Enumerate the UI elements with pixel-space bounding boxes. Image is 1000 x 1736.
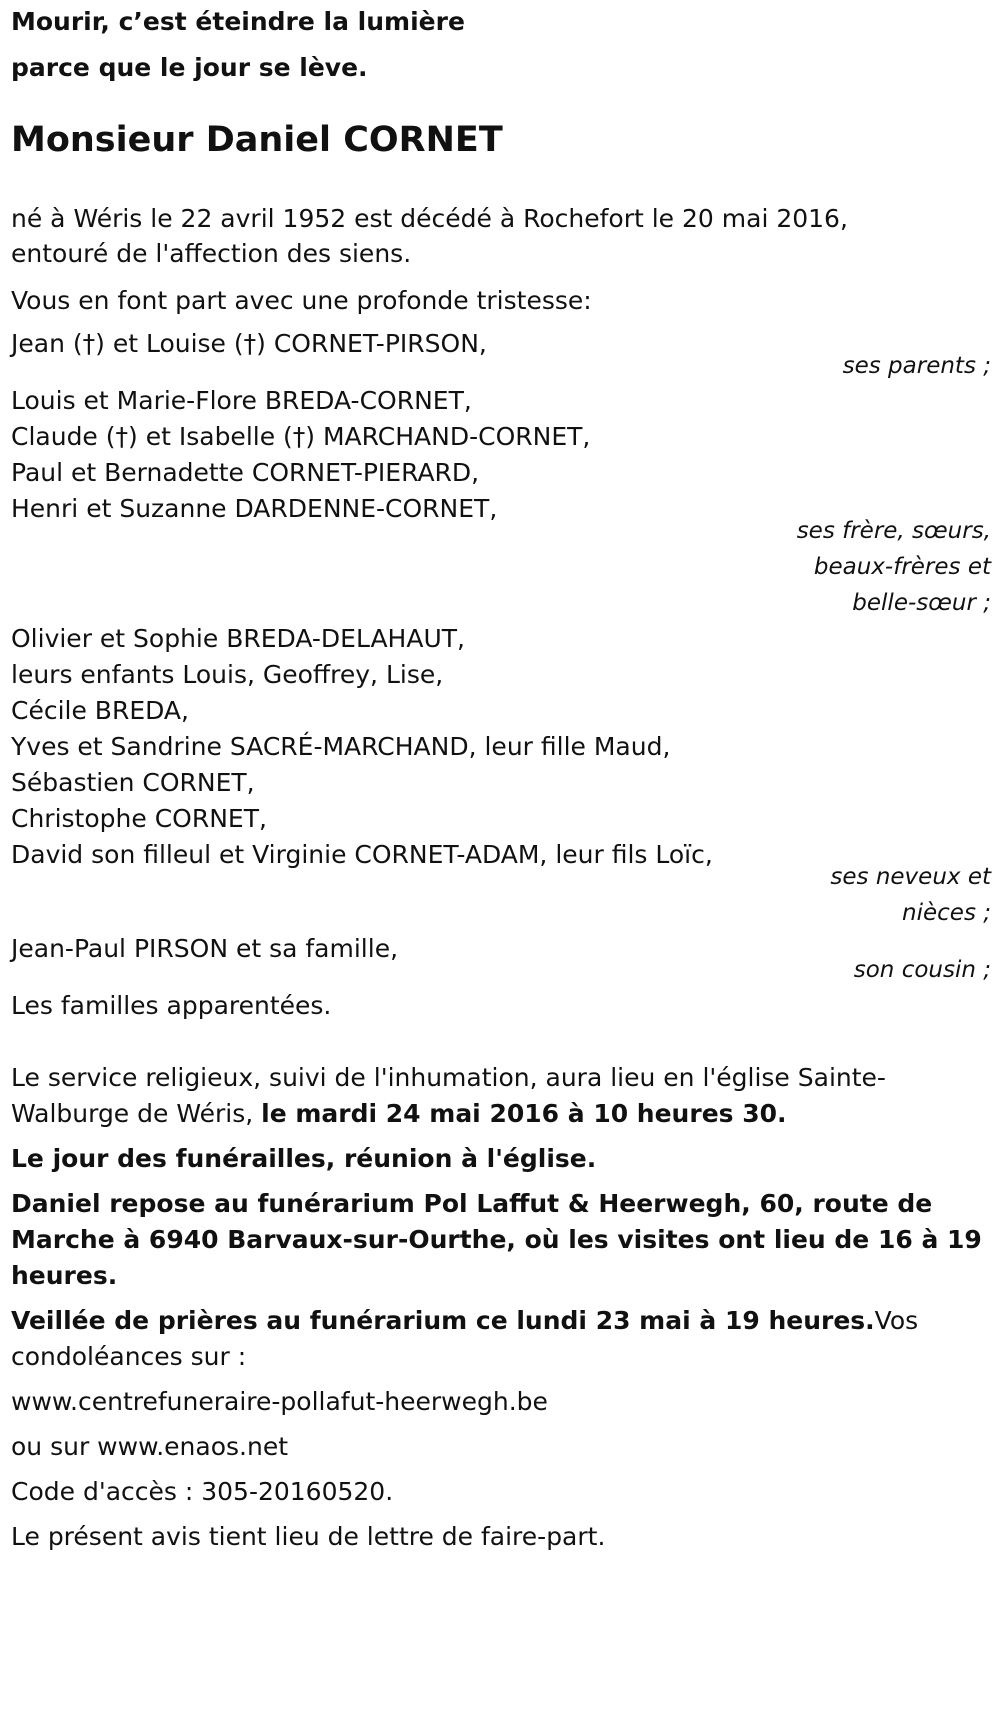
funerarium-line: Marche à 6940 Barvaux-sur-Ourthe, où les visites ont lieu de 16 à 19 xyxy=(11,1225,982,1254)
meeting-line: Le jour des funérailles, réunion à l'église. xyxy=(11,1144,597,1173)
sibling-name: Claude (†) et Isabelle (†) MARCHAND-CORNET, xyxy=(11,422,591,451)
intro-line: né à Wéris le 22 avril 1952 est décédé à Rochefort le 20 mai 2016, xyxy=(11,204,848,233)
funerarium-line: heures. xyxy=(11,1261,118,1290)
website-alt-link[interactable]: ou sur www.enaos.net xyxy=(11,1432,289,1461)
siblings-relation: beaux-frères et xyxy=(813,554,991,580)
nephew-name: Sébastien CORNET, xyxy=(11,768,255,797)
sibling-name: Henri et Suzanne DARDENNE-CORNET, xyxy=(11,494,498,523)
nephew-name: Olivier et Sophie BREDA-DELAHAUT, xyxy=(11,624,465,653)
nephew-name: David son filleul et Virginie CORNET-ADAM, leur fils Loïc, xyxy=(11,840,713,869)
nephew-name: leurs enfants Louis, Geoffrey, Lise, xyxy=(11,660,444,689)
vigil-plain: Vos xyxy=(874,1306,919,1335)
sibling-name: Paul et Bernadette CORNET-PIERARD, xyxy=(11,458,480,487)
parents-name: Jean (†) et Louise (†) CORNET-PIRSON, xyxy=(11,329,487,358)
nephews-relation: nièces ; xyxy=(902,900,991,926)
access-code: Code d'accès : 305-20160520. xyxy=(11,1477,394,1506)
service-place: Walburge de Wéris, xyxy=(11,1099,262,1128)
announce-line: Vous en font part avec une profonde tristesse: xyxy=(11,286,592,315)
funerarium-line: Daniel repose au funérarium Pol Laffut & Heerwegh, 60, route de xyxy=(11,1189,933,1218)
parents-relation: ses parents ; xyxy=(842,353,991,379)
nephews-relation: ses neveux et xyxy=(830,864,991,890)
vigil-line xyxy=(11,1305,918,1337)
service-line xyxy=(11,1098,787,1130)
service-date: le mardi 24 mai 2016 à 10 heures 30. xyxy=(261,1099,787,1128)
epigraph-line: parce que le jour se lève. xyxy=(11,53,368,82)
siblings-relation: belle-sœur ; xyxy=(852,590,991,616)
website-link[interactable]: www.centrefuneraire-pollafut-heerwegh.be xyxy=(11,1387,548,1416)
condolences-line: condoléances sur : xyxy=(11,1342,247,1371)
page-title: Monsieur Daniel CORNET xyxy=(11,120,503,160)
closing-line: Le présent avis tient lieu de lettre de faire-part. xyxy=(11,1522,606,1551)
nephew-name: Christophe CORNET, xyxy=(11,804,267,833)
nephew-name: Cécile BREDA, xyxy=(11,696,189,725)
cousin-name: Jean-Paul PIRSON et sa famille, xyxy=(11,934,399,963)
siblings-relation: ses frère, sœurs, xyxy=(796,518,991,544)
sibling-name: Louis et Marie-Flore BREDA-CORNET, xyxy=(11,386,472,415)
epigraph-line: Mourir, c’est éteindre la lumière xyxy=(11,7,465,36)
cousin-relation: son cousin ; xyxy=(853,957,991,983)
families-line: Les familles apparentées. xyxy=(11,991,332,1020)
nephew-name: Yves et Sandrine SACRÉ-MARCHAND, leur fille Maud, xyxy=(11,732,671,761)
intro-line: entouré de l'affection des siens. xyxy=(11,239,412,268)
service-line: Le service religieux, suivi de l'inhumation, aura lieu en l'église Sainte- xyxy=(11,1063,886,1092)
vigil-bold: Veillée de prières au funérarium ce lundi 23 mai à 19 heures. xyxy=(11,1306,875,1335)
